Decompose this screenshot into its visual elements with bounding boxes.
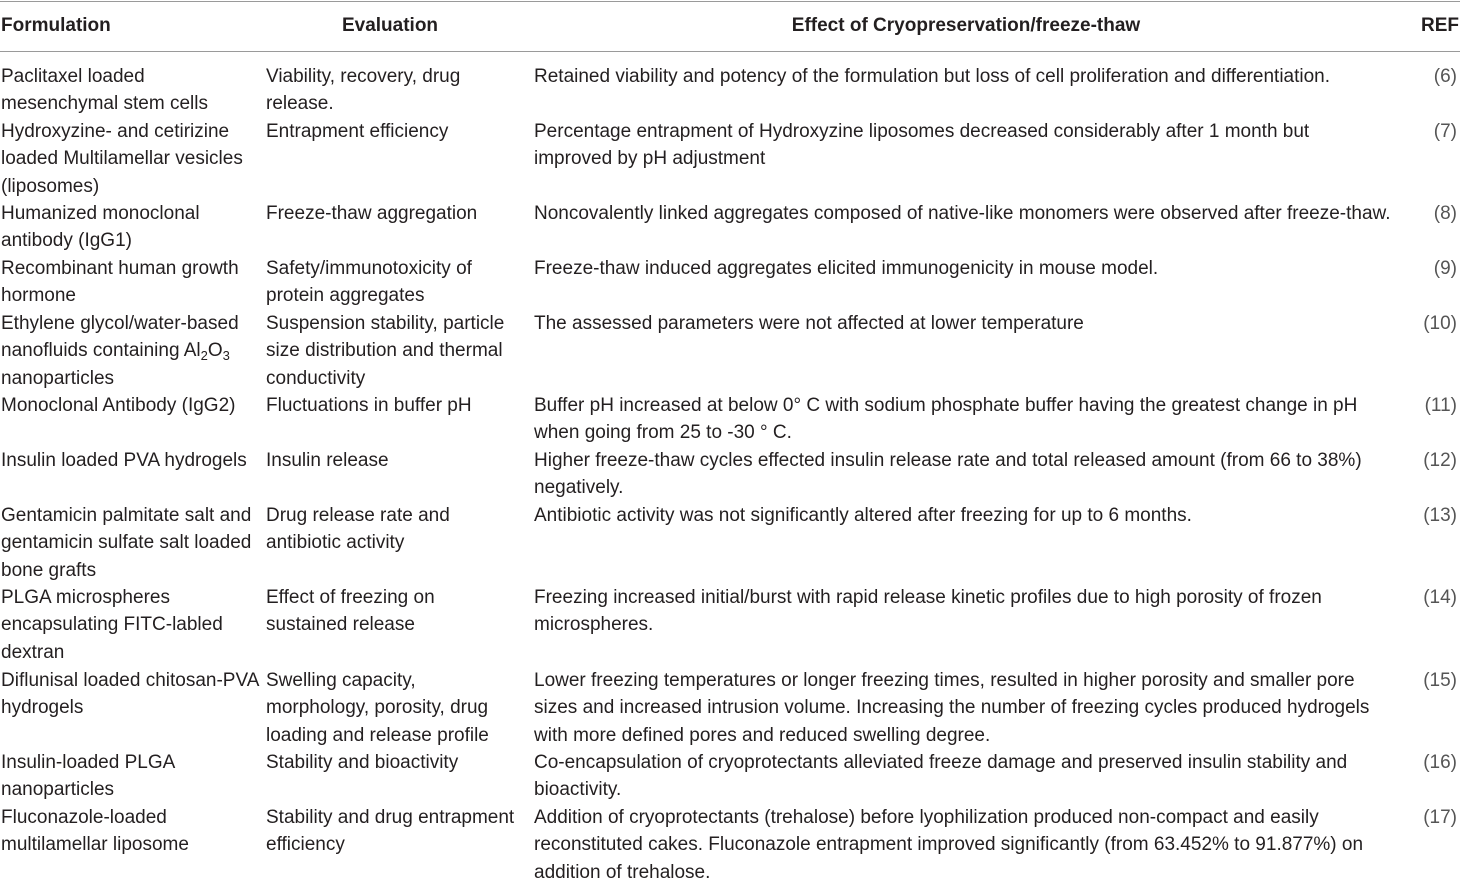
formulation-cell: Humanized monoclonal antibody (IgG1) [1,203,200,252]
evaluation-cell: Stability and bioactivity [266,752,459,773]
ref-cell: (8) [1433,203,1457,224]
formulation-cell: PLGA microspheres encapsulating FITC-labled dextran [1,587,223,663]
ref-cell: (14) [1423,587,1457,608]
subscript: 3 [222,348,230,364]
effect-cell: Buffer pH increased at below 0° C with sodium phosphate buffer having the greatest change in pH when going from 25 to -30 ° C. [534,395,1358,444]
formulation-cell: Monoclonal Antibody (IgG2) [1,395,236,416]
formulation-cell: Hydroxyzine- and cetirizine loaded Multilamellar vesicles (liposomes) [1,121,243,197]
formulation-cell [1,310,259,392]
evaluation-cell: Insulin release [266,450,389,471]
table-top-rule [0,1,1460,2]
ref-cell: (17) [1423,807,1457,828]
evaluation-cell: Viability, recovery, drug release. [266,66,461,115]
ref-cell: (16) [1423,752,1457,773]
formulation-cell: Diflunisal loaded chitosan-PVA hydrogels [1,670,259,719]
header-evaluation: Evaluation [341,15,439,36]
evaluation-cell: Safety/immunotoxicity of protein aggregates [266,258,472,307]
ref-cell: (12) [1423,450,1457,471]
formulation-cell: Paclitaxel loaded mesenchymal stem cells [1,66,208,115]
ref-cell: (6) [1433,66,1457,87]
evaluation-cell: Stability and drug entrapment efficiency [266,807,515,856]
effect-cell: Higher freeze-thaw cycles effected insulin release rate and total released amount (from 66 to 38%) negatively. [534,450,1362,499]
header-formulation: Formulation [1,15,111,36]
header-ref: REF [1421,15,1459,36]
formulation-cell: Insulin-loaded PLGA nanoparticles [1,752,175,801]
evaluation-cell: Swelling capacity, morphology, porosity, drug loading and release profile [266,670,489,746]
evaluation-cell: Freeze-thaw aggregation [266,203,478,224]
formulation-text: nanoparticles [1,367,115,389]
evaluation-cell: Entrapment efficiency [266,121,449,142]
formulation-text: Ethylene glycol/water-based nanofluids containing Al [1,313,239,362]
effect-cell: Lower freezing temperatures or longer freezing times, resulted in higher porosity and smaller pore sizes and increased intrusion volume. Increasing the number of freezing cycles produced hydrogels with more defined pores and reduced swelling degree. [534,670,1370,746]
evaluation-cell: Suspension stability, particle size distribution and thermal conductivity [266,313,505,389]
evaluation-cell: Effect of freezing on sustained release [266,587,435,636]
effect-cell: Freezing increased initial/burst with rapid release kinetic profiles due to high porosity of frozen microspheres. [534,587,1322,636]
effect-cell: Noncovalently linked aggregates composed of native-like monomers were observed after freeze-thaw. [534,203,1391,224]
formulation-text: O [207,340,223,362]
evaluation-cell: Fluctuations in buffer pH [266,395,472,416]
ref-cell: (7) [1433,121,1457,142]
effect-cell: Freeze-thaw induced aggregates elicited immunogenicity in mouse model. [534,258,1159,279]
effect-cell: Percentage entrapment of Hydroxyzine liposomes decreased considerably after 1 month but improved by pH adjustment [534,121,1310,170]
formulation-cell: Insulin loaded PVA hydrogels [1,450,247,471]
evaluation-cell: Drug release rate and antibiotic activity [266,505,450,554]
effect-cell: Addition of cryoprotectants (trehalose) before lyophilization produced non-compact and easily reconstituted cakes. Fluconazole entrapment improved significantly (from 63.452% to 91.877%) on addition of trehalose. [534,807,1364,883]
header-effect: Effect of Cryopreservation/freeze-thaw [791,15,1141,36]
formulation-cell: Gentamicin palmitate salt and gentamicin sulfate salt loaded bone grafts [1,505,252,581]
effect-cell: Co-encapsulation of cryoprotectants alleviated freeze damage and preserved insulin stability and bioactivity. [534,752,1348,801]
ref-cell: (13) [1423,505,1457,526]
effect-cell: Retained viability and potency of the formulation but loss of cell proliferation and differentiation. [534,66,1331,87]
subscript: 2 [200,348,208,364]
formulation-cell: Recombinant human growth hormone [1,258,239,307]
effect-cell: Antibiotic activity was not significantly altered after freezing for up to 6 months. [534,505,1192,526]
header-rule [0,51,1460,52]
ref-cell: (15) [1423,670,1457,691]
formulation-cell: Fluconazole-loaded multilamellar liposome [1,807,189,856]
ref-cell: (11) [1424,395,1457,416]
ref-cell: (9) [1433,258,1457,279]
ref-cell: (10) [1423,313,1457,334]
effect-cell: The assessed parameters were not affected at lower temperature [534,313,1084,334]
